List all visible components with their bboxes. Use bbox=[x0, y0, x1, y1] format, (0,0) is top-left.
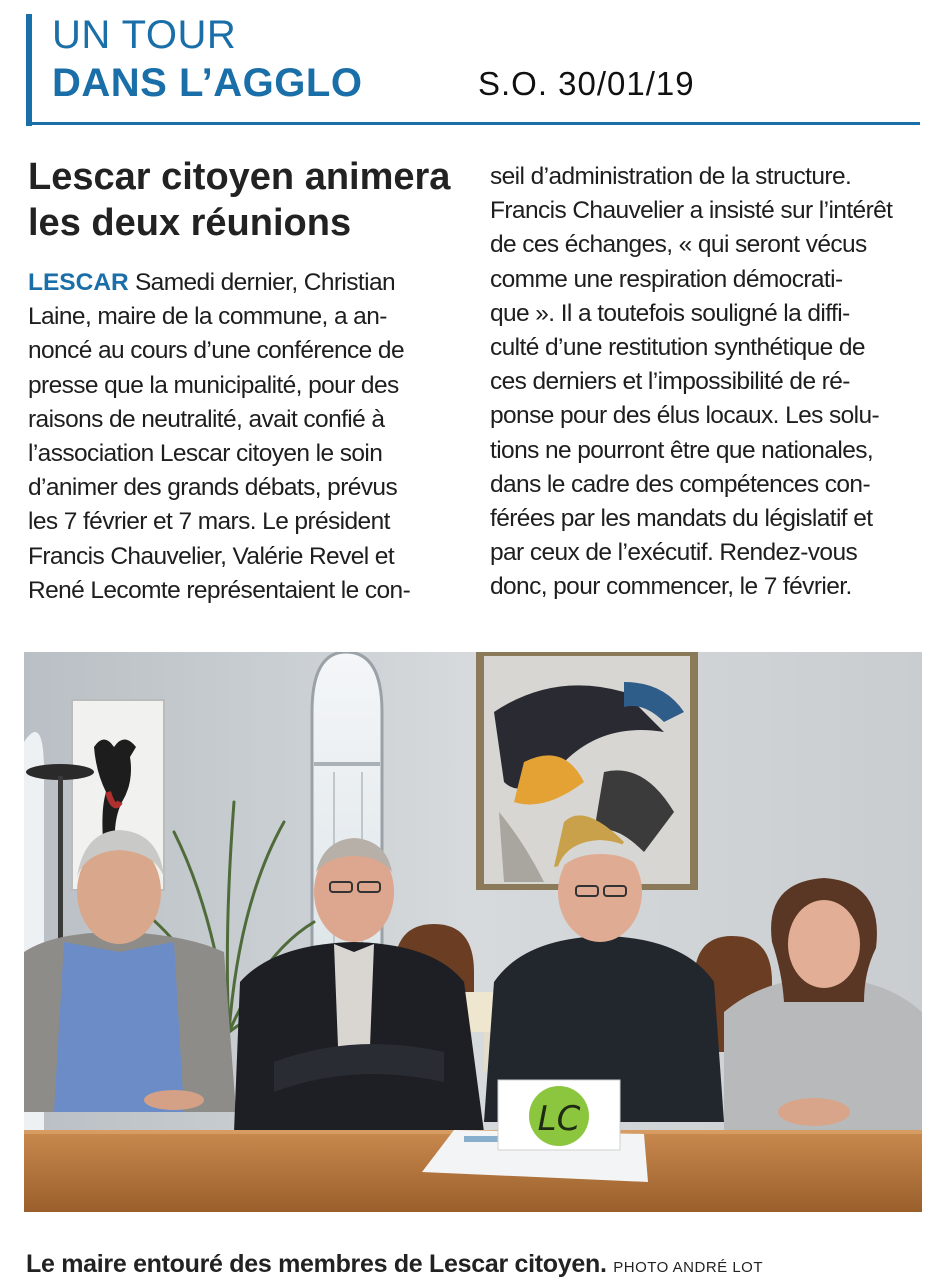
body-line: raisons de neutralité, avait confié à bbox=[28, 405, 385, 433]
body-line: les 7 février et 7 mars. Le président bbox=[28, 508, 390, 536]
place-dateline: LESCAR bbox=[28, 269, 129, 296]
photo-credit: PHOTO ANDRÉ LOT bbox=[613, 1259, 764, 1276]
lc-logo-text: LC bbox=[537, 1099, 581, 1139]
body-line: ponse pour des élus locaux. Les solu- bbox=[490, 402, 880, 430]
body-line: Laine, maire de la commune, a an- bbox=[28, 303, 387, 331]
rubric-title-line2: DANS L’AGGLO bbox=[52, 61, 363, 105]
body-line: ces derniers et l’impossibilité de ré- bbox=[490, 368, 850, 396]
source-date: S.O. 30/01/19 bbox=[478, 65, 695, 102]
body-line: noncé au cours d’une conférence de bbox=[28, 337, 404, 365]
body-line: férées par les mandats du législatif et bbox=[490, 505, 873, 533]
body-line: de ces échanges, « qui seront vécus bbox=[490, 231, 867, 259]
body-line: l’association Lescar citoyen le soin bbox=[28, 440, 383, 468]
body-line: comme une respiration démocrati- bbox=[490, 265, 843, 293]
article-column-right bbox=[490, 160, 922, 605]
headline-line: les deux réunions bbox=[28, 202, 352, 244]
body-line: LESCAR Samedi dernier, Christian bbox=[28, 269, 396, 296]
rubric-accent-bar bbox=[26, 14, 32, 126]
header-divider bbox=[26, 122, 920, 125]
body-line: culté d’une restitution synthétique de bbox=[490, 334, 865, 362]
article-headline bbox=[28, 154, 458, 246]
article-photo bbox=[24, 652, 922, 1212]
photo-caption bbox=[26, 1248, 763, 1284]
body-line: dans le cadre des compétences con- bbox=[490, 470, 870, 498]
body-line: presse que la municipalité, pour des bbox=[28, 371, 399, 399]
rubric-title-line1: UN TOUR bbox=[52, 13, 237, 57]
body-line: que ». Il a toutefois souligné la diffi- bbox=[490, 299, 850, 327]
article-column-left bbox=[28, 266, 458, 608]
caption-text: Le maire entouré des membres de Lescar citoyen. bbox=[26, 1250, 607, 1278]
body-line: Francis Chauvelier, Valérie Revel et bbox=[28, 542, 395, 570]
body-line: d’animer des grands débats, prévus bbox=[28, 474, 398, 502]
body-line: seil d’administration de la structure. bbox=[490, 163, 852, 190]
body-line: Francis Chauvelier a insisté sur l’intérêt bbox=[490, 197, 893, 225]
headline-line: Lescar citoyen animera bbox=[28, 156, 451, 198]
body-line: par ceux de l’exécutif. Rendez-vous bbox=[490, 539, 858, 567]
body-line: tions ne pourront être que nationales, bbox=[490, 436, 874, 464]
body-line: René Lecomte représentaient le con- bbox=[28, 576, 411, 604]
body-line: donc, pour commencer, le 7 février. bbox=[490, 573, 852, 601]
